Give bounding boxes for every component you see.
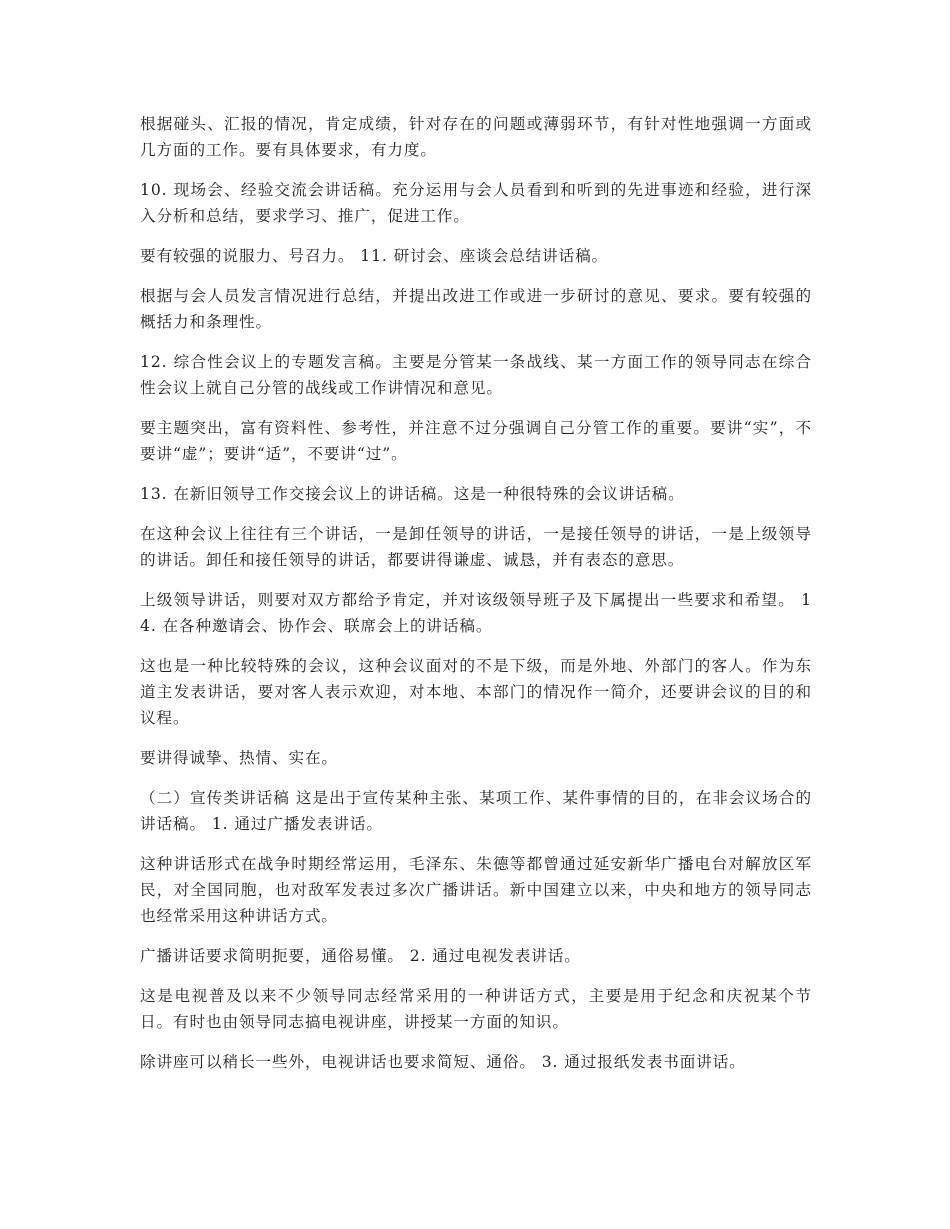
paragraph-2: 10. 现场会、经验交流会讲话稿。充分运用与会人员看到和听到的先进事迹和经验，进行深入分析和总结，要求学习、推广，促进工作。 xyxy=(140,181,812,225)
paragraph-6: 要主题突出，富有资料性、参考性，并注意不过分强调自己分管工作的重要。要讲“实”，不要讲“虚”；要讲“适”，不要讲“过”。 xyxy=(140,419,812,463)
paragraph-7: 13. 在新旧领导工作交接会议上的讲话稿。这是一种很特殊的会议讲话稿。 xyxy=(140,485,685,503)
paragraph-11: 要讲得诚挚、热情、实在。 xyxy=(140,749,338,767)
paragraph-5: 12. 综合性会议上的专题发言稿。主要是分管某一条战线、某一方面工作的领导同志在综合性会议上就自己分管的战线或工作讲情况和意见。 xyxy=(140,353,812,397)
paragraph-10: 这也是一种比较特殊的会议，这种会议面对的不是下级，而是外地、外部门的客人。作为东道主发表讲话，要对客人表示欢迎，对本地、本部门的情况作一简介，还要讲会议的目的和议程。 xyxy=(140,657,812,727)
paragraph-16: 除讲座可以稍长一些外，电视讲话也要求简短、通俗。 3. 通过报纸发表书面讲话。 xyxy=(140,1053,746,1071)
paragraph-15: 这是电视普及以来不少领导同志经常采用的一种讲话方式，主要是用于纪念和庆祝某个节日。有时也由领导同志搞电视讲座，讲授某一方面的知识。 xyxy=(140,987,812,1031)
paragraph-3: 要有较强的说服力、号召力。 11. 研讨会、座谈会总结讲话稿。 xyxy=(140,247,609,265)
paragraph-1: 根据碰头、汇报的情况，肯定成绩，针对存在的问题或薄弱环节，有针对性地强调一方面或几方面的工作。要有具体要求，有力度。 xyxy=(140,115,812,159)
document-page xyxy=(140,111,812,1089)
paragraph-13: 这种讲话形式在战争时期经常运用，毛泽东、朱德等都曾通过延安新华广播电台对解放区军民，对全国同胞，也对敌军发表过多次广播讲话。新中国建立以来，中央和地方的领导同志也经常采用这种讲话方式。 xyxy=(140,855,812,925)
paragraph-8: 在这种会议上往往有三个讲话，一是卸任领导的讲话，一是接任领导的讲话，一是上级领导的讲话。卸任和接任领导的讲话，都要讲得谦虚、诚恳，并有表态的意思。 xyxy=(140,525,812,569)
paragraph-4: 根据与会人员发言情况进行总结，并提出改进工作或进一步研讨的意见、要求。要有较强的概括力和条理性。 xyxy=(140,287,812,331)
paragraph-14: 广播讲话要求简明扼要，通俗易懂。 2. 通过电视发表讲话。 xyxy=(140,947,581,965)
paragraph-9: 上级领导讲话，则要对双方都给予肯定，并对该级领导班子及下属提出一些要求和希望。 14. 在各种邀请会、协作会、联席会上的讲话稿。 xyxy=(140,591,812,635)
paragraph-12: （二）宣传类讲话稿 这是出于宣传某种主张、某项工作、某件事情的目的，在非会议场合的讲话稿。 1. 通过广播发表讲话。 xyxy=(140,789,812,833)
